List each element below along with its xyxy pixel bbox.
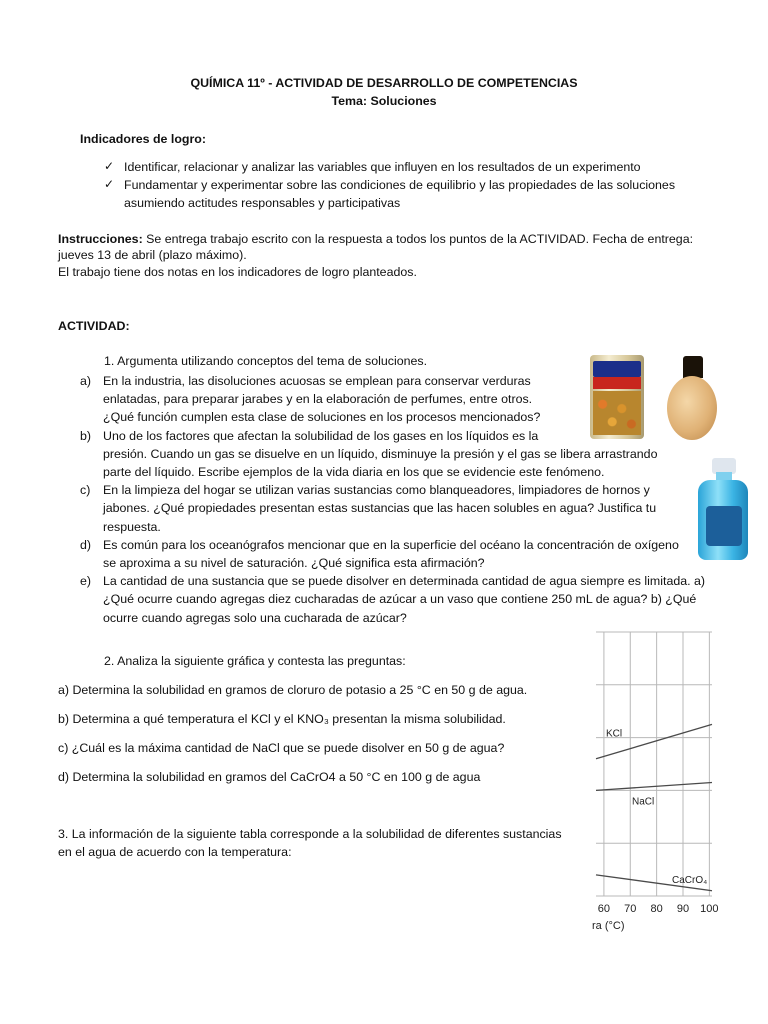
instrucciones-line2: jueves 13 de abril (plazo máximo). [58, 248, 247, 262]
chart-x-tick-label: 80 [650, 903, 663, 915]
question-1-line: ocurre cuando agregas solo una cucharada de azúcar? [103, 611, 407, 625]
indicadores-heading: Indicadores de logro: [80, 132, 206, 146]
question-2-item-a: a) Determina la solubilidad en gramos de cloruro de potasio a 25 °C en 50 g de agua. [58, 683, 528, 697]
chart-x-axis-label: ra (°C) [592, 920, 625, 932]
question-2-title: 2. Analiza la siguiente gráfica y contesta las preguntas: [104, 654, 406, 668]
question-1-line: ¿Qué ocurre cuando agregas diez cucharadas de azúcar a un vaso que contiene 250 mL de agua? b) ¿Qué [103, 592, 697, 606]
question-2-item-b: b) Determina a qué temperatura el KCl y el KNO₃ presentan la misma solubilidad. [58, 712, 506, 726]
question-1-line: presión. Cuando un gas se disuelve en un líquido, disminuye la presión y el gas se libera arrastrando [103, 447, 658, 461]
chart-series-label: CaCrO₄ [672, 874, 708, 886]
question-1-line: Uno de los factores que afectan la solubilidad de los gases en los líquidos es la [103, 429, 539, 443]
question-1-line: enlatadas, para preparar jarabes y en la elaboración de perfumes, entre otros. [103, 392, 533, 406]
canned-peas-image [590, 355, 644, 439]
chart-x-tick-label: 70 [624, 903, 637, 915]
page-title: QUÍMICA 11º - ACTIVIDAD DE DESARROLLO DE COMPETENCIAS [190, 76, 578, 90]
check-icon: ✓ [104, 177, 115, 191]
question-1-line: En la industria, las disoluciones acuosas se emplean para conservar verduras [103, 374, 531, 388]
question-1-line: En la limpieza del hogar se utilizan varias sustancias como blanqueadores, limpiadores de hornos y [103, 483, 650, 497]
indicador-item-1: Identificar, relacionar y analizar las variables que influyen en los resultados de un experimento [124, 160, 641, 174]
question-2-item-c: c) ¿Cuál es la máxima cantidad de NaCl que se puede disolver en 50 g de agua? [58, 741, 505, 755]
detergent-bottle-image [698, 458, 752, 562]
question-1-line: ¿Qué función cumplen esta clase de soluciones en los procesos mencionados? [103, 410, 541, 424]
chart-x-tick-label: 90 [676, 903, 690, 915]
page-subtitle [0, 92, 768, 110]
chart-series-label: NaCl [632, 796, 655, 808]
indicador-item-2-cont: asumiendo actitudes responsables y participativas [124, 196, 401, 210]
chart-plot-area [596, 632, 712, 896]
chart-series-label: KCl [606, 728, 623, 740]
perfume-bottle-image [664, 356, 722, 442]
instrucciones-label: Instrucciones: [58, 232, 143, 246]
question-1-line: jabones. ¿Qué propiedades presentan estas sustancias que las hacen solubles en agua? Justifica tu [103, 501, 657, 515]
actividad-heading: ACTIVIDAD: [58, 319, 130, 333]
instrucciones-line3: El trabajo tiene dos notas en los indicadores de logro planteados. [58, 265, 417, 279]
question-1-line: parte del líquido. Escribe ejemplos de la vida diaria en los que se evidencie este fenómeno. [103, 465, 605, 479]
subtitle-text: Tema: Soluciones [331, 94, 437, 108]
question-1-marker: d) [80, 538, 92, 552]
indicador-item-2: Fundamentar y experimentar sobre las condiciones de equilibrio y las propiedades de las soluciones [124, 178, 676, 192]
question-2-item-d: d) Determina la solubilidad en gramos del CaCrO4 a 50 °C en 100 g de agua [58, 770, 481, 784]
question-3-line1: 3. La información de la siguiente tabla corresponde a la solubilidad de diferentes sustancias [58, 827, 562, 841]
check-icon: ✓ [104, 159, 115, 173]
question-1-title: 1. Argumenta utilizando conceptos del tema de soluciones. [104, 354, 428, 368]
chart-x-tick-label: 100 [700, 903, 719, 915]
question-3-line2: en el agua de acuerdo con la temperatura: [58, 845, 292, 859]
question-1-line: La cantidad de una sustancia que se puede disolver en determinada cantidad de agua siempre es limitada. a) [103, 574, 706, 588]
question-1-marker: b) [80, 429, 92, 443]
question-1-line: Es común para los oceanógrafos mencionar que en la superficie del océano la concentración de oxígeno [103, 538, 679, 552]
question-1-marker: c) [80, 483, 91, 497]
question-1-line: se aproxima a su nivel de saturación. ¿Qué significa esta afirmación? [103, 556, 485, 570]
solubility-chart [588, 628, 728, 938]
chart-x-tick-label: 60 [597, 903, 611, 915]
question-1-marker: a) [80, 374, 92, 388]
question-1-marker: e) [80, 574, 92, 588]
instrucciones-text: Se entrega trabajo escrito con la respuesta a todos los puntos de la ACTIVIDAD. Fecha de entrega: [142, 232, 694, 246]
question-1-line: respuesta. [103, 520, 161, 534]
